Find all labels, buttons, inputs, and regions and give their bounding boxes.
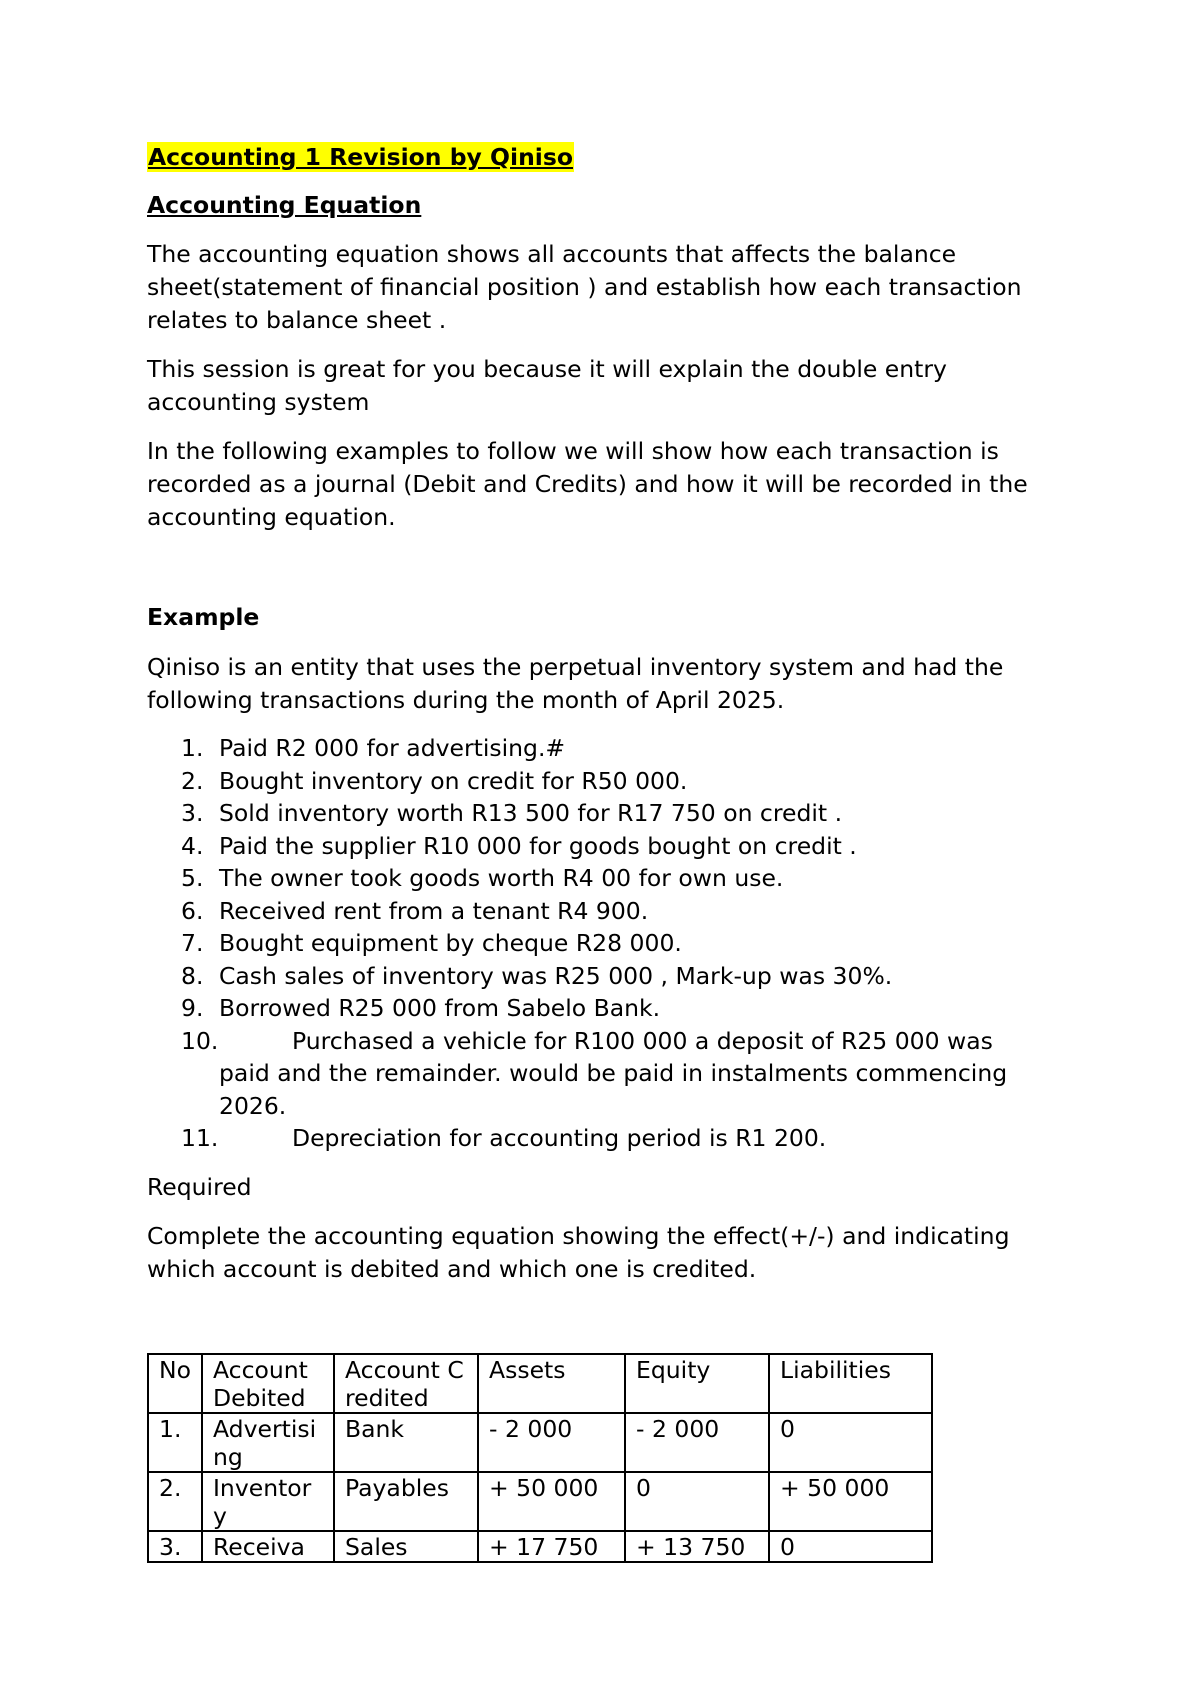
item-number: 8. <box>181 961 204 990</box>
header-account-debited: Account Debited <box>202 1354 334 1413</box>
cell-debited: Advertising <box>202 1413 334 1472</box>
cell-assets: + 50 000 <box>478 1472 625 1531</box>
cell-equity: + 13 750 <box>625 1531 769 1562</box>
item-number: 10. <box>181 1026 219 1055</box>
item-text: The owner took goods worth R4 00 for own use. <box>219 864 784 892</box>
item-text: Depreciation for accounting period is R1 200. <box>292 1124 827 1152</box>
item-number: 4. <box>181 831 204 860</box>
list-item <box>147 732 1072 765</box>
table-header-row <box>148 1354 932 1413</box>
list-item <box>147 862 1072 895</box>
cell-liabilities: + 50 000 <box>769 1472 932 1531</box>
list-item <box>147 830 1072 863</box>
item-number: 6. <box>181 896 204 925</box>
item-number: 5. <box>181 864 204 892</box>
list-item <box>147 1025 1072 1123</box>
cell-assets: - 2 000 <box>478 1413 625 1472</box>
cell-debited: Receiva <box>202 1531 334 1562</box>
table-row <box>148 1413 932 1472</box>
item-number: 11. <box>181 1124 219 1152</box>
cell-no: 3. <box>148 1531 202 1562</box>
intro-paragraph-3: In the following examples to follow we will show how each transaction is recorded as a journal (Debit and Credits) and how it will be recorded in the accounting equation. <box>147 437 1028 531</box>
list-item <box>147 992 1072 1025</box>
cell-credited: Bank <box>334 1413 478 1472</box>
cell-equity: - 2 000 <box>625 1413 769 1472</box>
example-intro: Qiniso is an entity that uses the perpetual inventory system and had the following transactions during the month of April 2025. <box>147 653 1004 714</box>
header-assets: Assets <box>478 1354 625 1413</box>
cell-no: 2. <box>148 1472 202 1531</box>
cell-no: 1. <box>148 1413 202 1472</box>
item-text: Sold inventory worth R13 500 for R17 750 on credit . <box>219 799 843 827</box>
required-text: Complete the accounting equation showing the effect(+/-) and indicating which account is debited and which one is credited. <box>147 1222 1010 1283</box>
list-item <box>147 765 1072 798</box>
list-item <box>147 797 1072 830</box>
cell-credited: Payables <box>334 1472 478 1531</box>
cell-assets: + 17 750 <box>478 1531 625 1562</box>
heading-accounting-equation: Accounting Equation <box>147 191 422 219</box>
header-equity: Equity <box>625 1354 769 1413</box>
heading-example: Example <box>147 603 260 631</box>
header-account-credited: Account Credited <box>334 1354 478 1413</box>
intro-paragraph-1: The accounting equation shows all accounts that affects the balance sheet(statement of financial position ) and establish how each transaction relates to balance sheet . <box>147 240 1022 334</box>
list-item <box>147 960 1072 993</box>
item-number: 1. <box>181 734 204 762</box>
item-text: Bought equipment by cheque R28 000. <box>219 929 682 957</box>
list-item <box>147 927 1072 960</box>
item-text: Borrowed R25 000 from Sabelo Bank. <box>219 994 661 1022</box>
item-number: 2. <box>181 766 204 795</box>
cell-liabilities: 0 <box>769 1413 932 1472</box>
item-number: 3. <box>181 799 204 827</box>
document-title: Accounting 1 Revision by Qiniso <box>148 143 573 171</box>
item-number: 7. <box>181 929 204 957</box>
item-text: Purchased a vehicle for R100 000 a deposit of R25 000 was <box>292 1026 993 1055</box>
list-item <box>147 895 1072 928</box>
item-number: 9. <box>181 994 204 1022</box>
header-liabilities: Liabilities <box>769 1354 932 1413</box>
cell-credited: Sales <box>334 1531 478 1562</box>
item-text: Cash sales of inventory was R25 000 , Mark-up was 30%. <box>219 961 893 990</box>
header-no: No <box>148 1354 202 1413</box>
accounting-equation-table <box>147 1353 933 1563</box>
intro-paragraph-2: This session is great for you because it will explain the double entry accounting system <box>147 355 947 416</box>
item-text: Received rent from a tenant R4 900. <box>219 896 649 925</box>
item-text: Paid R2 000 for advertising.# <box>219 734 566 762</box>
cell-liabilities: 0 <box>769 1531 932 1562</box>
table-row <box>148 1531 932 1562</box>
item-text: Bought inventory on credit for R50 000. <box>219 766 688 795</box>
item-text: Paid the supplier R10 000 for goods bought on credit . <box>219 831 857 860</box>
list-item <box>147 1122 1072 1155</box>
required-label: Required <box>147 1173 252 1201</box>
cell-debited: Inventory <box>202 1472 334 1531</box>
table-row <box>148 1472 932 1531</box>
transaction-list <box>147 732 1072 1155</box>
item-text-continued: paid and the remainder. would be paid in instalments commencing 2026. <box>219 1059 1008 1120</box>
cell-equity: 0 <box>625 1472 769 1531</box>
